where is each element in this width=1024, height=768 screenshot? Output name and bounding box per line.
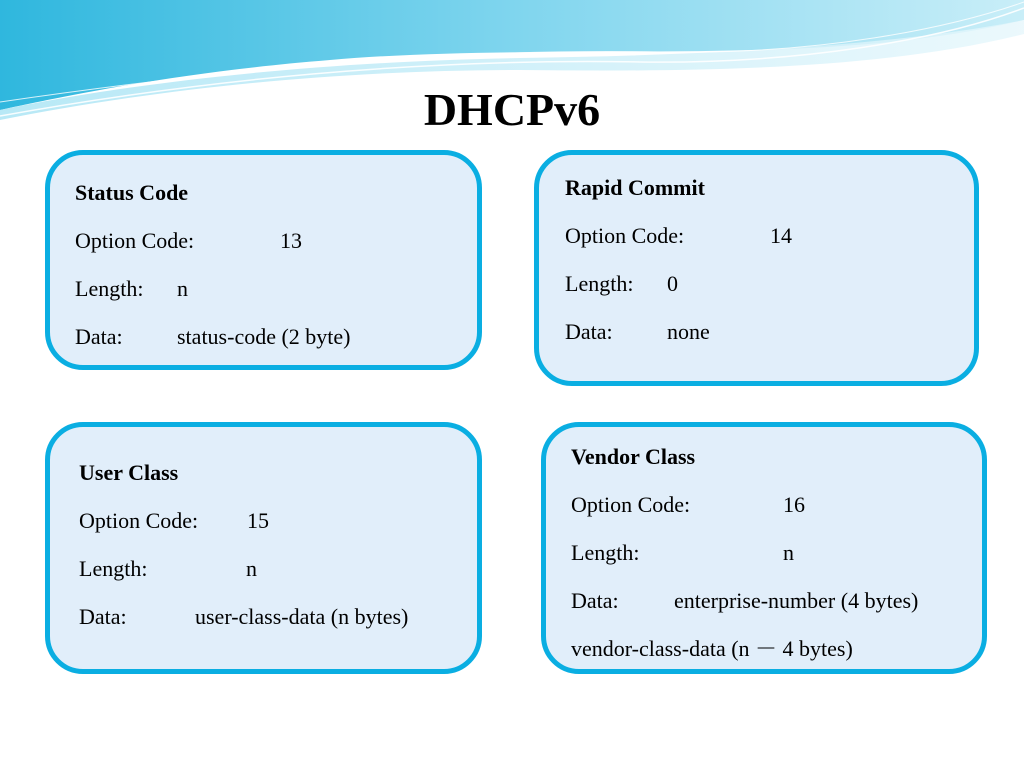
card-heading: Status Code (75, 180, 189, 205)
option-code-value: 16 (783, 492, 805, 517)
length-value: n (246, 556, 257, 581)
option-code-label: Option Code: (565, 223, 685, 248)
option-code-value: 13 (280, 228, 302, 253)
option-code-label: Option Code: (571, 492, 691, 517)
vendor-class-card (541, 422, 987, 674)
rapid-commit-card (534, 150, 979, 386)
data-value: status-code (2 byte) (177, 324, 351, 349)
option-code-value: 15 (247, 508, 269, 533)
length-value: n (177, 276, 188, 301)
option-code-value: 14 (770, 223, 792, 248)
data-label: Data: (79, 604, 127, 629)
length-value: n (783, 540, 794, 565)
option-code-label: Option Code: (79, 508, 199, 533)
card-heading: User Class (79, 460, 179, 485)
length-label: Length: (75, 276, 144, 301)
length-label: Length: (79, 556, 148, 581)
option-code-label: Option Code: (75, 228, 195, 253)
data-label: Data: (571, 588, 619, 613)
length-label: Length: (571, 540, 640, 565)
data-label: Data: (75, 324, 123, 349)
data-value: user-class-data (n bytes) (195, 604, 409, 629)
data-label: Data: (565, 319, 613, 344)
data-value: enterprise-number (4 bytes) (674, 588, 919, 613)
length-value: 0 (667, 271, 678, 296)
data-value: none (667, 319, 710, 344)
card-heading: Vendor Class (571, 444, 696, 469)
slide-title: DHCPv6 (423, 84, 601, 135)
card-heading: Rapid Commit (565, 175, 705, 200)
length-label: Length: (565, 271, 634, 296)
user-class-card (45, 422, 482, 674)
vendor-class-data-line: vendor-class-data (n － 4 bytes) (571, 636, 853, 661)
status-code-card (45, 150, 482, 370)
